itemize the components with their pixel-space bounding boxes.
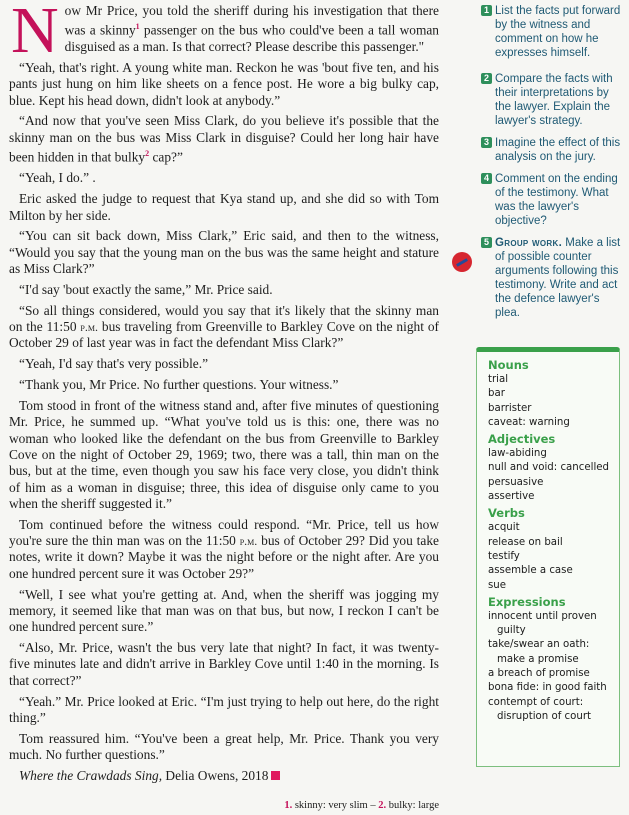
paragraph: “You can sit back down, Miss Clark,” Eric said, and then to the witness, “Would you say that the young man on the bus was the same height and stature as Miss Clark?”	[9, 228, 439, 277]
vocab-item: persuasive	[488, 476, 544, 488]
paragraph	[9, 0, 439, 67]
footnote-text: skinny: very slim –	[292, 800, 379, 812]
vocabulary-box	[476, 347, 620, 767]
footnote-ref: 2	[145, 149, 150, 159]
paragraph	[9, 113, 439, 165]
vocab-item: assertive	[488, 491, 535, 503]
question-text: Imagine the effect of this analysis on the jury.	[495, 137, 621, 163]
text: bus of October 29? Did you take notes, write it down? Maybe it was the night before or the night after. Are you one hundred percent sure it was October 29?”	[9, 533, 439, 581]
text: “So all things considered, would you say that it's likely that the skinny man on the 11:50	[9, 302, 439, 335]
vocab-item: law-abiding	[488, 448, 547, 460]
vocab-item: testify	[488, 550, 520, 562]
paragraph: “Yeah, that's right. A young white man. Reckon he was 'bout five ten, and his pants just hung on him like sheets on a fence post. He wore a big bulky cap, blue. Kept his head down, didn't look at anybody.”	[9, 59, 439, 108]
text: “And now that you've seen Miss Clark, do you believe it's possible that the skinny man on the bus was Miss Clark in disguise? Could her long hair have been hidden in that bulky	[9, 113, 439, 165]
question-text: Compare the facts with their interpretations by the lawyer. Explain the lawyer's strategy.	[495, 73, 613, 127]
paragraph: Tom reassured him. “You've been a great help, Mr. Price. Thank you very much. No further questions.”	[9, 730, 439, 763]
vocab-item: barrister	[488, 402, 532, 414]
author: Delia Owens, 2018	[162, 767, 269, 783]
number-badge: 1	[481, 5, 492, 16]
paragraph: “Yeah.” Mr. Price looked at Eric. “I'm just trying to help out here, do the right thing.”	[9, 693, 439, 725]
question	[481, 236, 627, 320]
vocab-item: a breach of promise	[488, 668, 590, 680]
paragraph: “Yeah, I do.” .	[19, 170, 96, 186]
footnote-text: bulky: large	[386, 800, 439, 812]
vocab-heading: Adjectives	[488, 432, 556, 447]
number-badge: 5	[481, 237, 492, 248]
paragraph: “Thank you, Mr Price. No further questions. Your witness.”	[19, 377, 339, 393]
vocab-heading: Nouns	[488, 358, 529, 372]
text: cap?”	[149, 149, 183, 165]
end-square-icon	[271, 771, 280, 780]
paragraph: Eric asked the judge to request that Kya stand up, and she did so with Tom Milton by her side.	[9, 191, 439, 223]
paragraph: “Also, Mr. Price, wasn't the bus very late that night? In fact, it was twenty-five minutes late and didn't arrive in Barkley Cove until 1:40 in the morning. Is that correct?”	[9, 640, 439, 688]
pencil-icon	[452, 252, 472, 272]
footnote-number: 1.	[284, 800, 293, 812]
question	[481, 4, 627, 60]
paragraph: “Yeah, I'd say that's very possible.”	[19, 356, 209, 372]
footnote-ref: 1	[135, 22, 140, 32]
number-badge: 3	[481, 137, 492, 148]
paragraph: Tom stood in front of the witness stand and, after five minutes of questioning Mr. Price, he summed up. “What you've told us is this: one, there was no woman who looked like the defendant on the bus from Greenville to Barkley Cove on the night of October 29, 1969; two, there was a tall, thin man on the bus, but at the time, even though you saw his face very close, you didn't think of him as a woman in disguise; three, this idea of disguise only came to you when the sheriff suggested it.”	[9, 398, 439, 511]
question-text: Make a list of possible counter arguments following this testimony. Write and act the defence lawyer's plea.	[495, 237, 621, 319]
vocab-item: contempt of court: disruption of court	[488, 696, 592, 722]
group-work-label: Group work.	[495, 237, 563, 249]
text: p.m.	[80, 320, 98, 335]
vocab-item: trial	[488, 374, 509, 385]
text: ow Mr Price, you told the sheriff during his investigation that there was a skinny	[64, 3, 439, 38]
citation	[9, 768, 439, 784]
paragraph: “Well, I see what you're getting at. And, when the sheriff was jogging my memory, it seemed like that man was on that bus, but now, I reckon I can't be one hundred percent sure.”	[9, 586, 439, 635]
paragraph	[9, 517, 439, 582]
question-text: Comment on the ending of the testimony. What was the lawyer's objective?	[495, 173, 618, 227]
question	[481, 172, 627, 228]
footnote-number: 2.	[378, 800, 387, 812]
text: bus traveling from Greenville to Barkley Cove on the night of October 29 of last year was in fact the defendant Miss Clark?”	[9, 319, 439, 351]
vocab-item: acquit	[488, 522, 520, 534]
book-title: Where the Crawdads Sing,	[19, 767, 163, 783]
questions	[481, 4, 627, 328]
vocab-item: sue	[488, 579, 507, 591]
question	[481, 72, 627, 128]
vocab-heading: Verbs	[488, 506, 525, 521]
vocab-item: bona fide: in good faith	[488, 682, 607, 694]
text: p.m.	[239, 534, 258, 549]
vocab-item: release on bail	[488, 536, 563, 548]
vocab-item: null and void: cancelled	[488, 462, 610, 474]
vocab-item: innocent until proven guilty	[488, 610, 597, 637]
number-badge: 2	[481, 73, 492, 84]
vocab-item: caveat: warning	[488, 416, 570, 428]
vocab-item: bar	[488, 388, 505, 400]
question-text: List the facts put forward by the witness and comment on how he expresses himself.	[495, 5, 621, 59]
paragraph: “I'd say 'bout exactly the same,” Mr. Price said.	[19, 281, 273, 297]
vocab-item: assemble a case	[488, 565, 573, 577]
vocab-item: take/swear an oath: make a promise	[488, 639, 590, 665]
text: Tom continued before the witness could respond. “Mr. Price, tell us how you're sure the thin man was on the 11:50	[9, 516, 439, 549]
excerpt-text	[9, 0, 439, 815]
footnotes	[9, 798, 439, 814]
number-badge: 4	[481, 173, 492, 184]
question	[481, 136, 627, 164]
paragraph	[9, 303, 439, 352]
drop-cap: N	[11, 0, 59, 67]
text: passenger on the bus who could've been a tall woman disguised as a man. Is that correct? Please describe this passenger."	[64, 22, 439, 55]
vocab-heading: Expressions	[488, 594, 566, 609]
